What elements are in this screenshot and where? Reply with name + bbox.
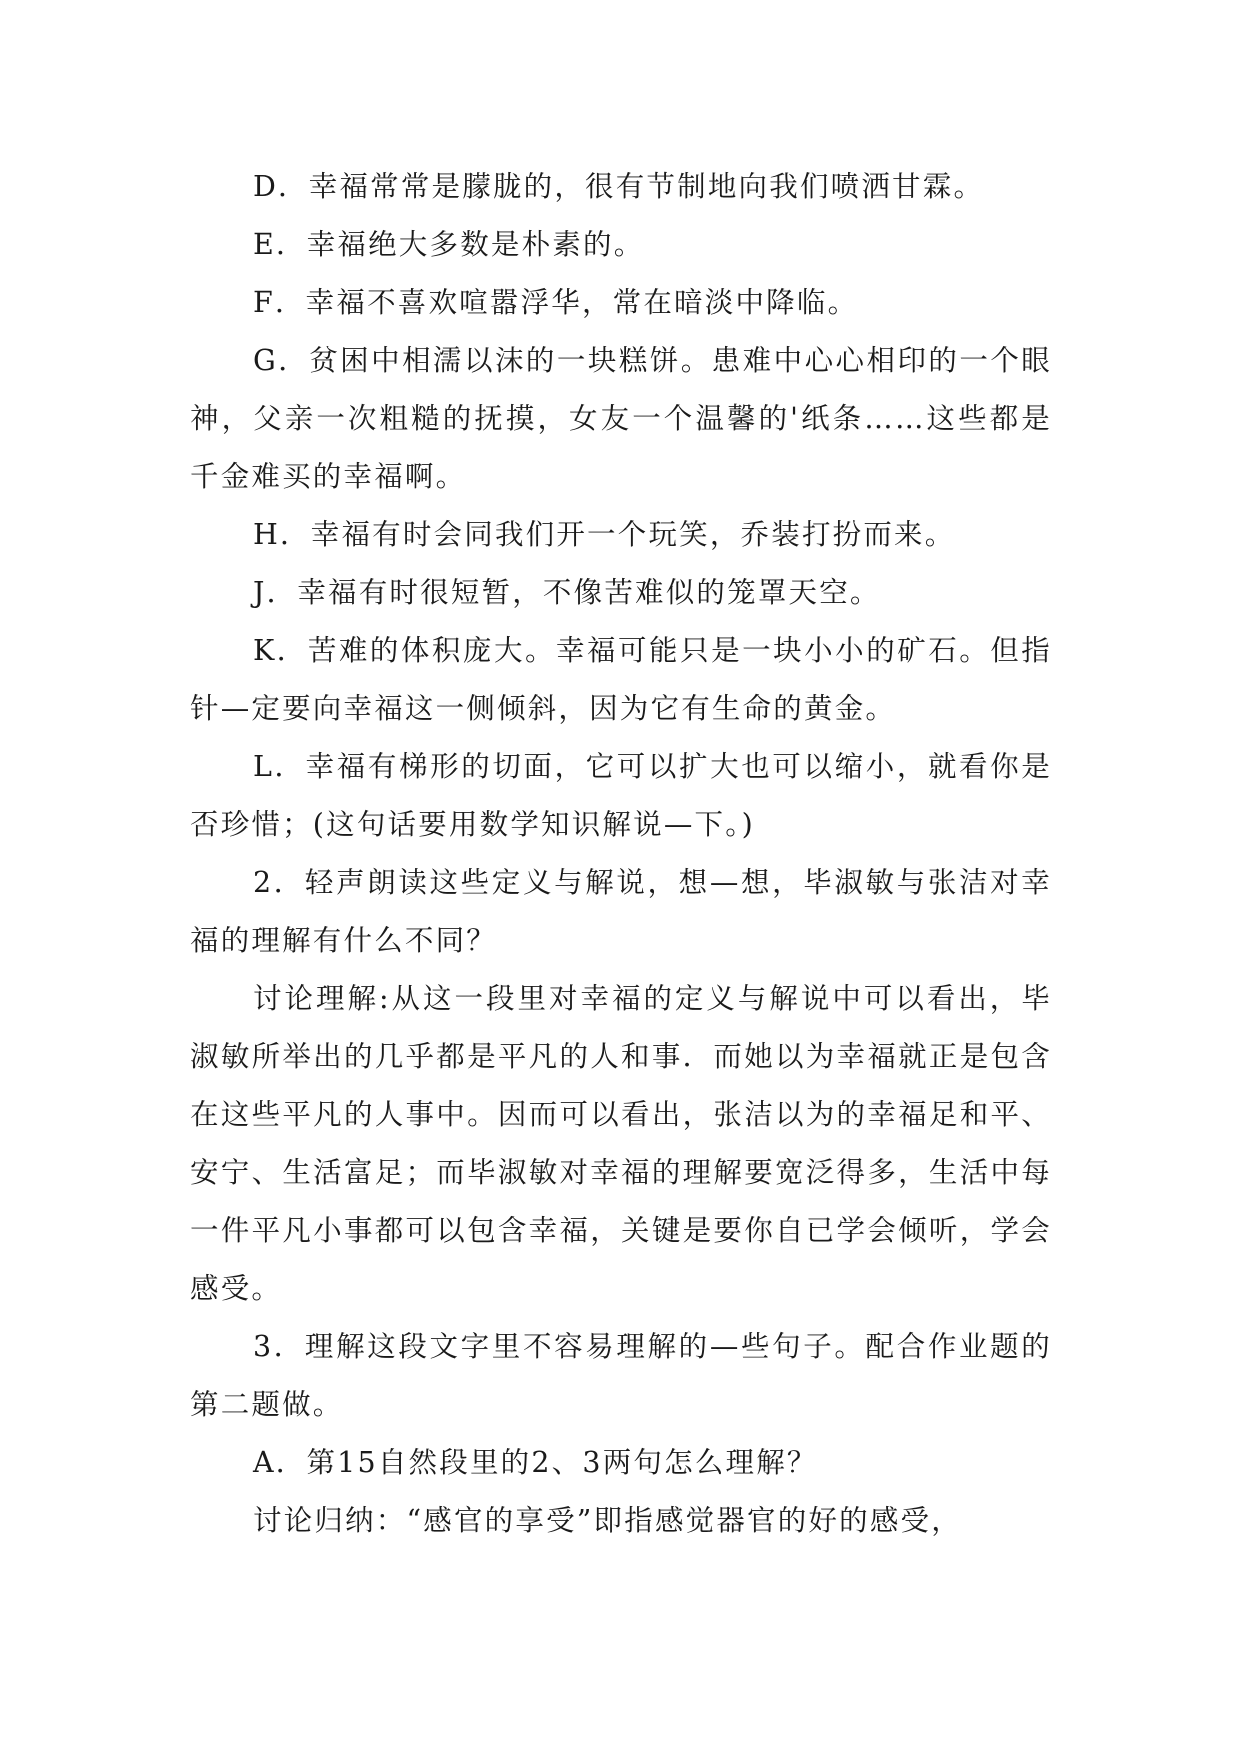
paragraph-discussion-understanding: 讨论理解:从这一段里对幸福的定义与解说中可以看出，毕淑敏所举出的几乎都是平凡的人和事．而她以为幸福就正是包含在这些平凡的人事中。因而可以看出，张洁以为的幸福足和平、安宁、生活富足；而毕淑敏对幸福的理解要宽泛得多，生活中每一件平凡小事都可以包含幸福，关键是要你自已学会倾听，学会感受。 xyxy=(190,982,1052,1305)
paragraph-option-k: K．苦难的体积庞大。幸福可能只是一块小小的矿石。但指针—定要向幸福这一侧倾斜，因为它有生命的黄金。 xyxy=(190,634,1052,725)
paragraph-question-2: 2．轻声朗读这些定义与解说，想—想，毕淑敏与张洁对幸福的理解有什么不同？ xyxy=(190,866,1052,957)
paragraph-question-3: 3．理解这段文字里不容易理解的—些句子。配合作业题的第二题做。 xyxy=(190,1330,1052,1421)
document-body xyxy=(190,158,1052,1550)
paragraph-option-j: J．幸福有时很短暂，不像苦难似的笼罩天空。 xyxy=(253,576,881,609)
paragraph-option-f: F．幸福不喜欢喧嚣浮华，常在暗淡中降临。 xyxy=(253,286,859,319)
paragraph-option-h: H．幸福有时会同我们开一个玩笑，乔装打扮而来。 xyxy=(253,518,956,551)
paragraph-option-e: E．幸福绝大多数是朴素的。 xyxy=(253,228,645,261)
paragraph-option-d: D．幸福常常是朦胧的，很有节制地向我们喷洒甘霖。 xyxy=(253,170,985,203)
paragraph-discussion-summary: 讨论归纳：“感官的享受”即指感觉器官的好的感受， xyxy=(253,1504,962,1537)
paragraph-option-l: L．幸福有梯形的切面，它可以扩大也可以缩小，就看你是否珍惜；(这句话要用数学知识解说—下。) xyxy=(190,750,1052,841)
paragraph-sub-question-a: A．第15自然段里的2、3两句怎么理解？ xyxy=(253,1446,818,1479)
paragraph-option-g: G．贫困中相濡以沫的一块糕饼。患难中心心相印的一个眼神，父亲一次粗糙的抚摸，女友一个温馨的'纸条……这些都是千金难买的幸福啊。 xyxy=(190,344,1052,493)
